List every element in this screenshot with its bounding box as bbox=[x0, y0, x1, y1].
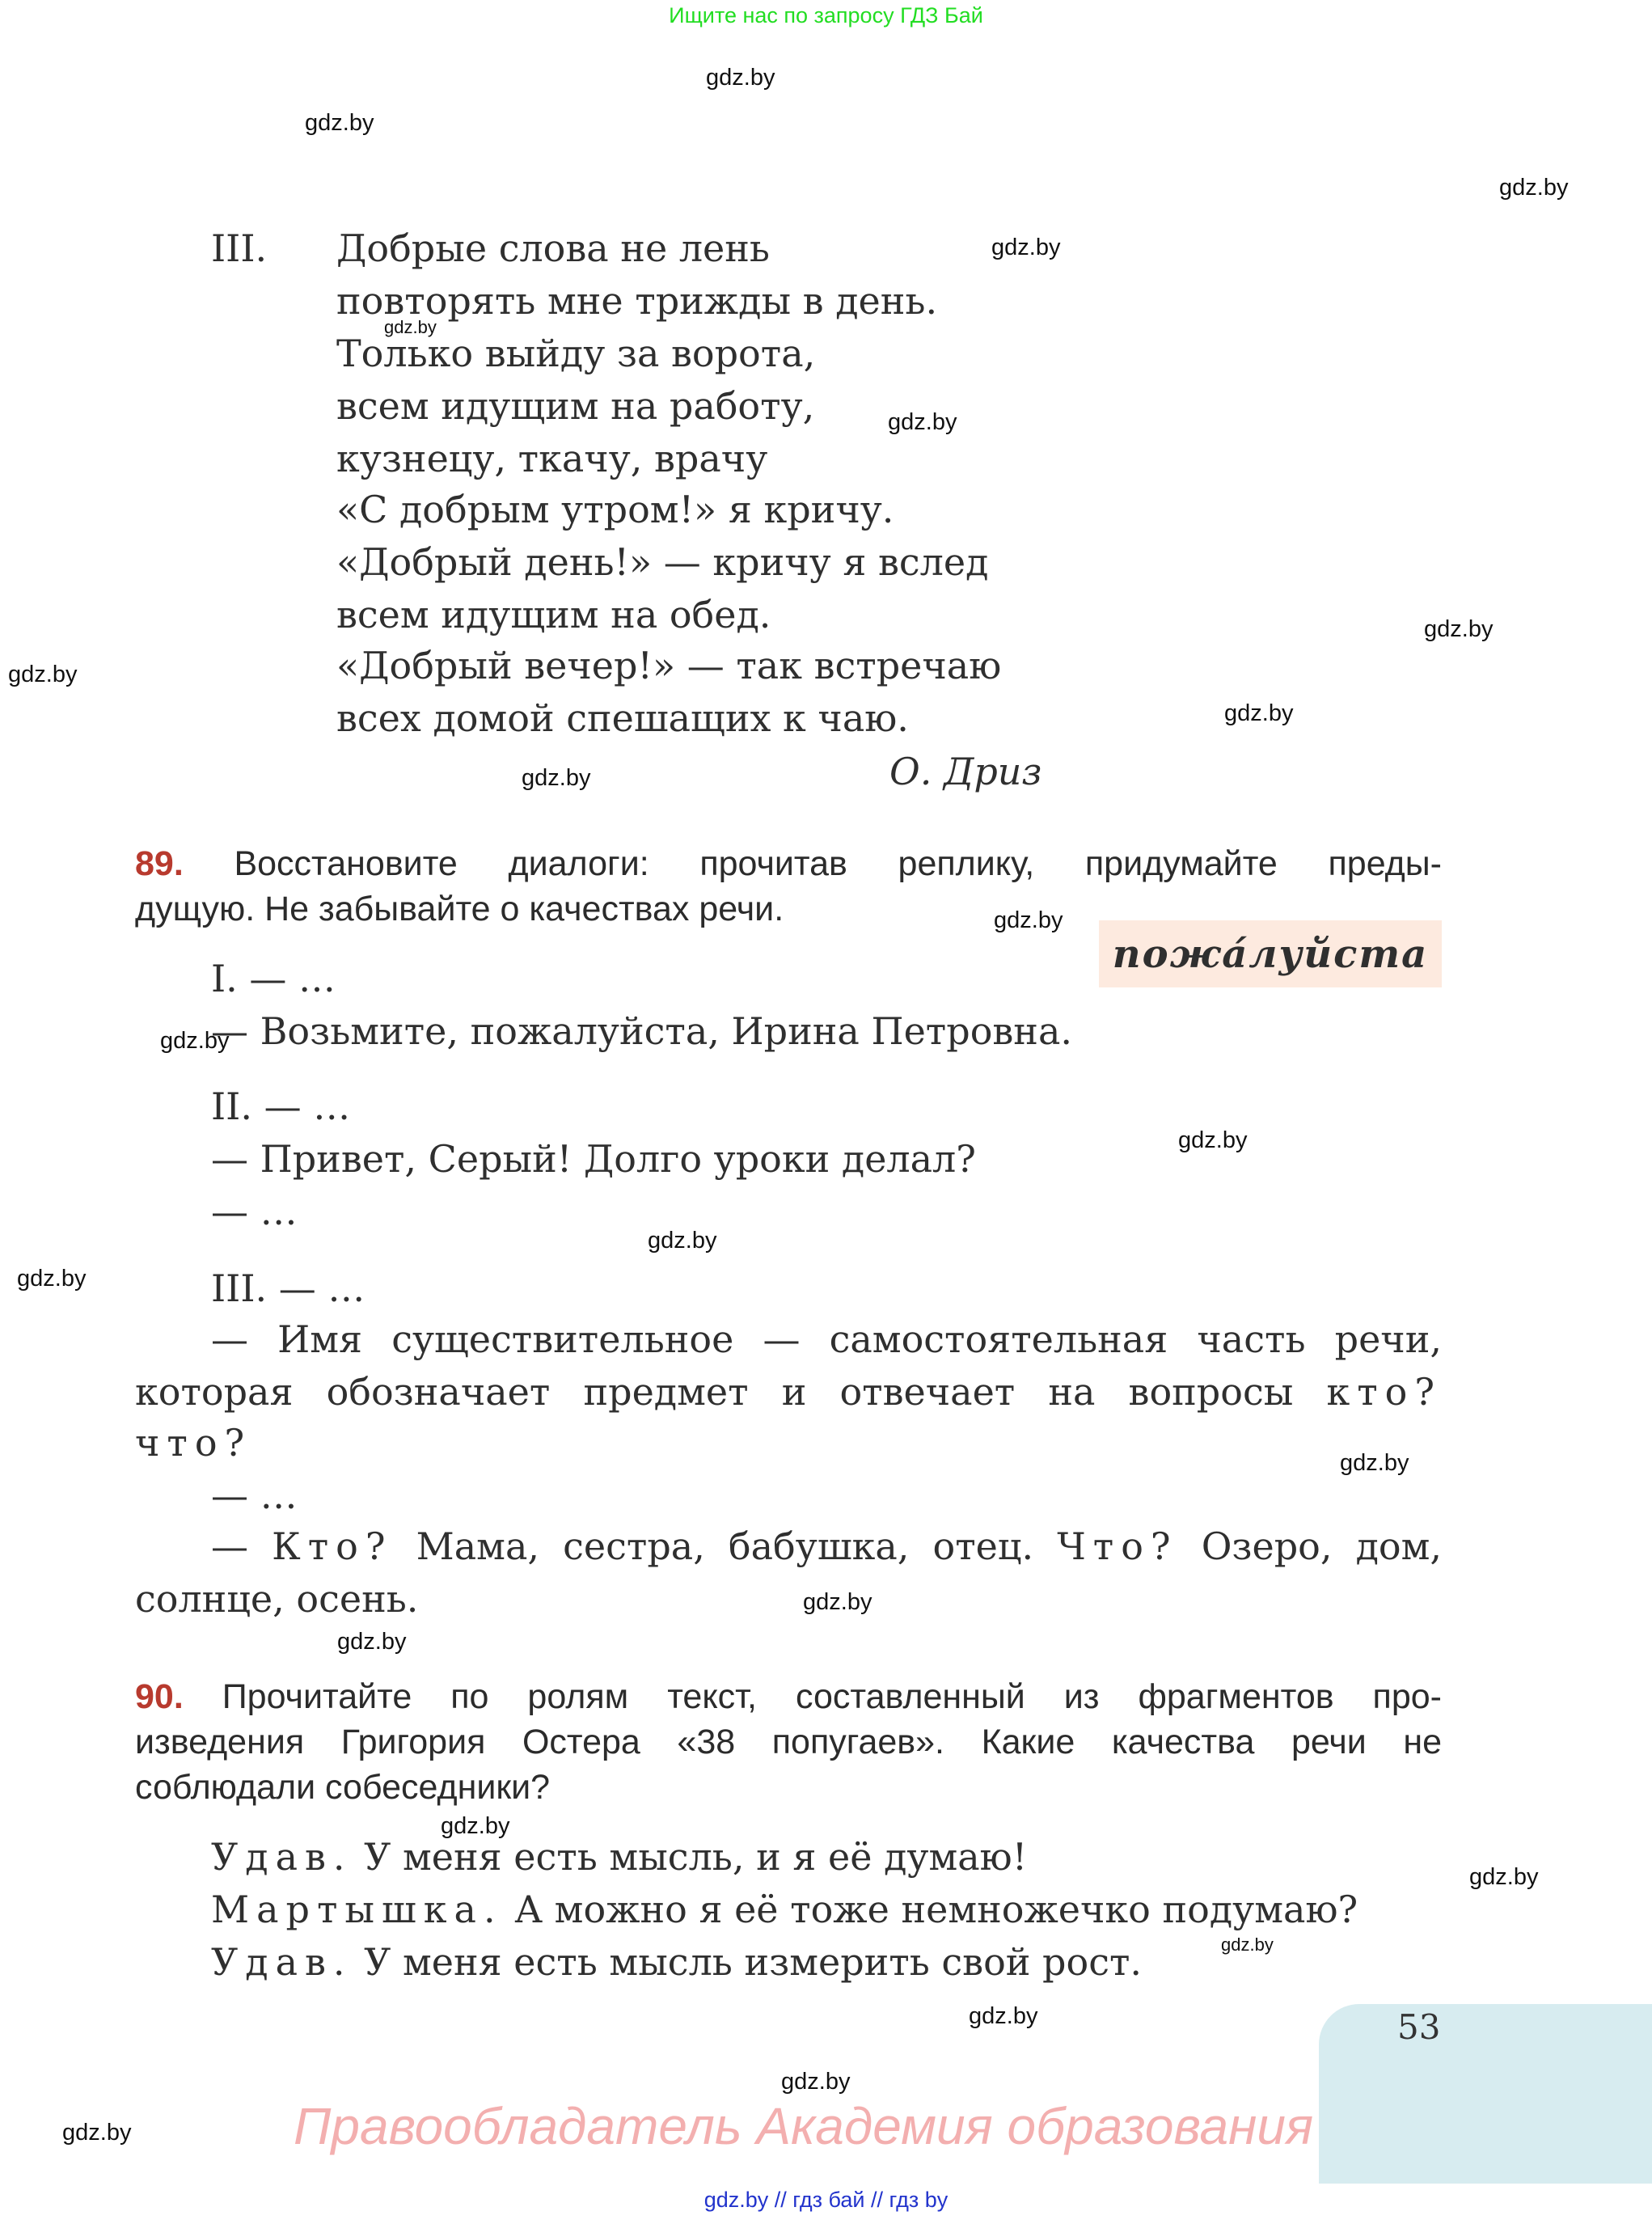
search-hint[interactable]: Ищите нас по запросу ГДЗ Бай bbox=[669, 3, 983, 27]
dialog-line bbox=[135, 1368, 1442, 1416]
site-watermark: gdz.by bbox=[706, 65, 775, 91]
footer-links[interactable]: gdz.by // гдз бай // гдз by bbox=[703, 2188, 949, 2212]
site-watermark: gdz.by bbox=[1424, 616, 1494, 642]
site-watermark: gdz.by bbox=[969, 2003, 1038, 2029]
question-word: Что? bbox=[1057, 1524, 1178, 1568]
dialog-line: — Привет, Серый! Долго уроки делал? bbox=[211, 1137, 976, 1181]
poem-line: «Добрый вечер!» — так встречаю bbox=[336, 644, 1002, 687]
dialog-line: — Имя существительное — самостоятельная часть речи, bbox=[211, 1317, 1442, 1361]
exercise-number: 90. bbox=[135, 1677, 184, 1716]
poem-line: всем идущим на обед. bbox=[336, 593, 771, 636]
vocabulary-word: пожа́луйста bbox=[1112, 931, 1429, 977]
poem-line: «Добрый день!» — кричу я вслед bbox=[336, 540, 989, 584]
speech: А можно я её тоже немножечко подумаю? bbox=[514, 1888, 1358, 1931]
poem-line: Добрые слова не лень bbox=[336, 226, 770, 270]
dialog-text: которая обозначает предмет и отвечает на вопросы bbox=[135, 1370, 1294, 1414]
speech: У меня есть мысль, и я её думаю! bbox=[364, 1835, 1028, 1879]
dialog-line: — … bbox=[211, 1474, 298, 1517]
site-watermark: gdz.by bbox=[1224, 700, 1294, 726]
site-watermark: gdz.by bbox=[781, 2069, 851, 2095]
site-watermark: gdz.by bbox=[888, 409, 957, 435]
exercise-90-text-line: изведения Григория Остера «38 попугаев». Какие качества речи не bbox=[135, 1723, 1442, 1761]
site-watermark: gdz.by bbox=[1178, 1127, 1248, 1153]
rights-holder-watermark: Правообладатель Академия образования bbox=[294, 2097, 1314, 2155]
exercise-number: 89. bbox=[135, 844, 184, 883]
exercise-text: Прочитайте по ролям текст, составленный из фрагментов про- bbox=[222, 1677, 1442, 1716]
site-watermark: gdz.by bbox=[441, 1813, 510, 1839]
poem-line: повторять мне трижды в день. bbox=[336, 279, 938, 323]
poem-author: О. Дриз bbox=[889, 750, 1042, 793]
dialog-heading: I. — … bbox=[211, 957, 336, 1000]
site-watermark: gdz.by bbox=[305, 110, 374, 136]
site-watermark: gdz.by bbox=[1469, 1864, 1539, 1890]
dialog-line bbox=[211, 1938, 1142, 1986]
question-word: Кто? bbox=[272, 1524, 393, 1568]
dash: — bbox=[211, 1524, 248, 1568]
exercise-text: Восстановите диалоги: прочитав реплику, придумайте преды- bbox=[234, 844, 1442, 883]
site-watermark: gdz.by bbox=[8, 662, 78, 687]
site-watermark: gdz.by bbox=[160, 1028, 230, 1054]
exercise-89-text-line: дущую. Не забывайте о качествах речи. bbox=[135, 890, 784, 928]
vocabulary-word-box bbox=[1099, 920, 1442, 987]
dialog-line bbox=[135, 1522, 1442, 1571]
exercise-90-text-line bbox=[135, 1674, 1442, 1719]
site-watermark: gdz.by bbox=[991, 235, 1061, 260]
poem-number: III. bbox=[211, 226, 268, 270]
poem-line: всех домой спешащих к чаю. bbox=[336, 696, 909, 740]
question-word: что? bbox=[135, 1421, 252, 1465]
poem-line: кузнецу, ткачу, врачу bbox=[336, 437, 768, 480]
exercise-90-text-line: соблюдали собеседники? bbox=[135, 1768, 551, 1807]
site-watermark: gdz.by bbox=[803, 1589, 872, 1615]
dialog-heading: III. — … bbox=[211, 1266, 365, 1310]
dialog-line: — Возьмите, пожалуйста, Ирина Петровна. bbox=[211, 1009, 1072, 1053]
dialog-text: Мама, сестра, бабушка, отец. bbox=[416, 1524, 1034, 1568]
site-watermark: gdz.by bbox=[337, 1629, 407, 1655]
poem-line: Только выйду за ворота, bbox=[336, 332, 816, 375]
site-watermark: gdz.by bbox=[648, 1228, 717, 1254]
page-number-tab bbox=[1319, 2004, 1652, 2184]
site-watermark: gdz.by bbox=[62, 2120, 132, 2146]
site-watermark: gdz.by bbox=[522, 765, 591, 791]
speaker: Удав. bbox=[211, 1835, 353, 1879]
site-watermark: gdz.by bbox=[1340, 1450, 1409, 1476]
question-word: кто? bbox=[1326, 1370, 1443, 1414]
dialog-heading: II. — … bbox=[211, 1085, 351, 1128]
site-watermark: gdz.by bbox=[17, 1266, 87, 1292]
speaker: Удав. bbox=[211, 1940, 353, 1984]
dialog-line: солнце, осень. bbox=[135, 1577, 419, 1621]
dialog-line: — … bbox=[211, 1190, 298, 1233]
speaker: Мартышка. bbox=[211, 1888, 503, 1931]
dialog-line bbox=[211, 1833, 1027, 1881]
site-watermark: gdz.by bbox=[1499, 175, 1569, 201]
speech: У меня есть мысль измерить свой рост. bbox=[364, 1940, 1143, 1984]
page-number: 53 bbox=[1397, 2007, 1441, 2047]
dialog-line bbox=[211, 1885, 1358, 1934]
poem-line: всем идущим на работу, bbox=[336, 384, 815, 428]
dialog-text: Озеро, дом, bbox=[1201, 1524, 1443, 1568]
site-watermark: gdz.by bbox=[384, 317, 437, 337]
site-watermark: gdz.by bbox=[994, 907, 1063, 933]
exercise-89-text-line bbox=[135, 841, 1442, 886]
poem-line: «С добрым утром!» я кричу. bbox=[336, 488, 894, 531]
site-watermark: gdz.by bbox=[1221, 1934, 1274, 1955]
